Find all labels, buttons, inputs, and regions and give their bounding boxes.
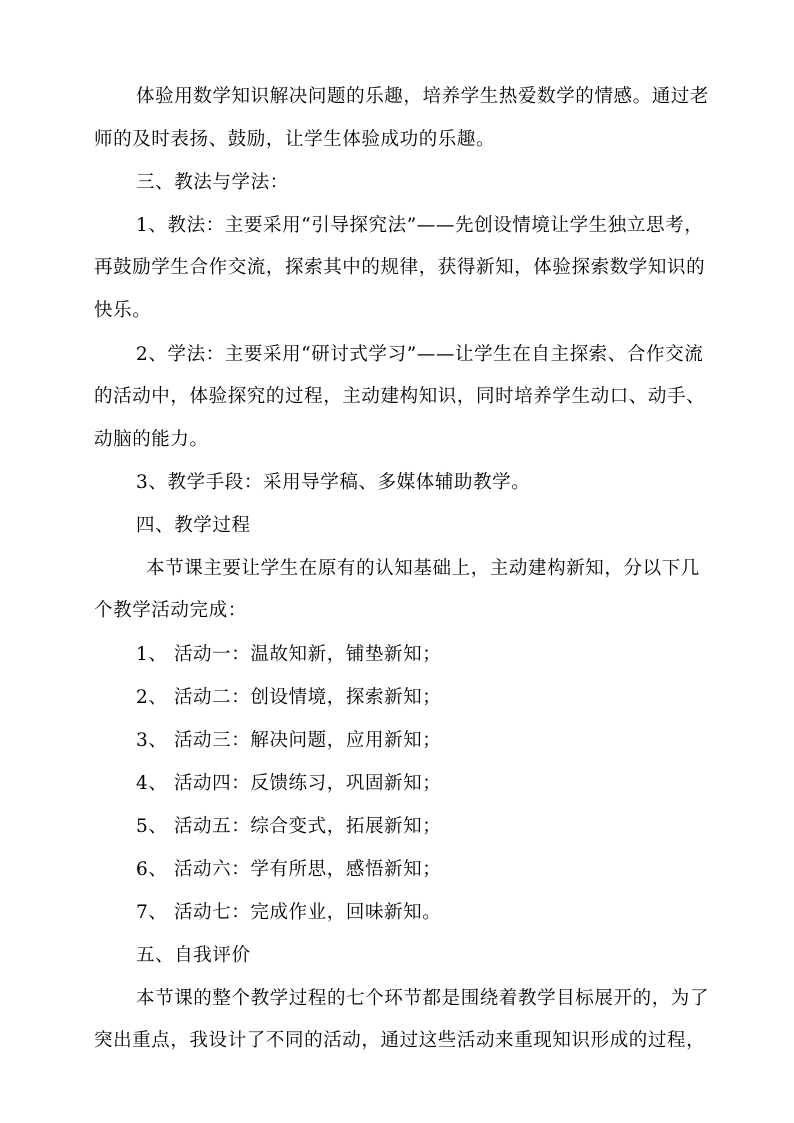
list-item: 2、 活动二：创设情境，探索新知； (136, 687, 442, 708)
paragraph-line: 再鼓励学生合作交流，探索其中的规律，获得新知，体验探索数学知识的 (94, 257, 706, 278)
paragraph-line: 快乐。 (94, 300, 152, 321)
list-item: 5、 活动五：综合变式，拓展新知； (136, 816, 442, 837)
paragraph-line: 本节课的整个教学过程的七个环节都是围绕着教学目标展开的，为了 (136, 988, 710, 1009)
paragraph-line: 动脑的能力。 (94, 429, 209, 450)
paragraph-line: 1、教法：主要采用“引导探究法”——先创设情境让学生独立思考， (136, 215, 704, 236)
paragraph-line: 本节课主要让学生在原有的认知基础上，主动建构新知，分以下几 (146, 558, 700, 579)
list-item: 6、 活动六：学有所思，感悟新知； (136, 859, 442, 880)
paragraph-line: 个教学活动完成： (94, 600, 247, 621)
section-heading: 三、教法与学法： (136, 172, 289, 193)
list-item: 7、 活动七：完成作业，回味新知。 (136, 902, 442, 923)
paragraph-line: 2、学法：主要采用“研讨式学习”——让学生在自主探索、合作交流 (136, 344, 704, 365)
list-item: 1、 活动一：温故知新，铺垫新知； (136, 644, 442, 665)
paragraph-line: 突出重点，我设计了不同的活动，通过这些活动来重现知识形成的过程， (94, 1030, 706, 1051)
section-heading: 四、教学过程 (136, 515, 251, 536)
section-heading: 五、自我评价 (136, 945, 251, 966)
paragraph-line: 3、教学手段：采用导学稿、多媒体辅助教学。 (136, 472, 531, 493)
paragraph-line: 的活动中，体验探究的过程，主动建构知识，同时培养学生动口、动手、 (94, 386, 706, 407)
list-item: 3、 活动三：解决问题，应用新知； (136, 730, 442, 751)
paragraph-line: 师的及时表扬、鼓励，让学生体验成功的乐趣。 (94, 129, 496, 150)
list-item: 4、 活动四：反馈练习，巩固新知； (136, 773, 442, 794)
paragraph-line: 体验用数学知识解决问题的乐趣，培养学生热爱数学的情感。通过老 (136, 86, 710, 107)
